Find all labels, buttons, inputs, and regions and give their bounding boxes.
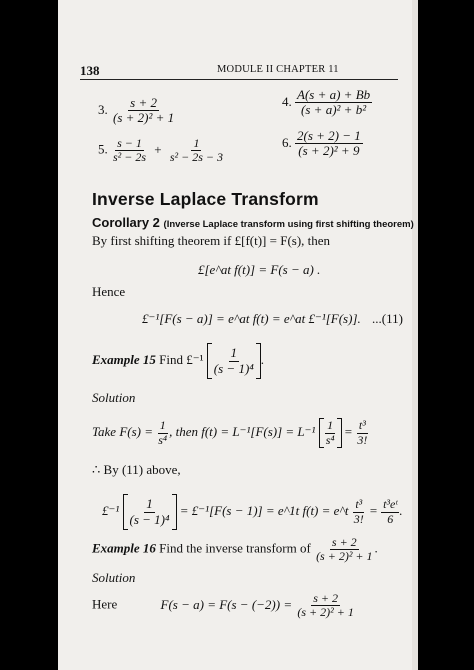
corollary-label: Corollary 2 xyxy=(92,215,160,230)
running-head: MODULE II CHAPTER 11 xyxy=(217,64,339,75)
numerator: t³eᵗ xyxy=(383,497,398,512)
example-16: Example 16 Find the inverse transform of $\frac{s + 2}{\text{(s + 2)² + 1}}$ . xyxy=(92,535,378,564)
here-line xyxy=(92,592,356,619)
solution-heading: Solution xyxy=(92,570,136,585)
here-text: Here xyxy=(92,596,118,612)
final-middle: = £⁻¹[F(s − 1)] = e^1t f(t) = e^t xyxy=(179,502,349,518)
fraction xyxy=(212,346,256,376)
example-label: Example 15 xyxy=(92,351,156,367)
exercise-number: 6. xyxy=(282,134,292,150)
numerator: A(s + a) + Bb xyxy=(297,87,371,102)
fraction xyxy=(381,498,399,525)
numerator: s − 1 xyxy=(117,136,142,150)
corollary-subtitle: (Inverse Laplace transform using first shifting theorem) xyxy=(163,219,414,230)
denominator: (s + 2)² + 1 xyxy=(113,110,175,126)
here-equation: F(s − a) = F(s − (−2)) = xyxy=(160,596,293,612)
page-edge xyxy=(412,0,418,670)
example-label: Example 16 xyxy=(92,540,156,556)
fraction xyxy=(295,88,372,118)
fraction xyxy=(111,96,176,126)
exercise-6 xyxy=(282,129,363,159)
intro-text: By first shifting theorem if £[f(t)] = F(s), then xyxy=(92,233,331,248)
right-bracket xyxy=(256,343,261,379)
numerator: s + 2 xyxy=(313,591,338,605)
denominator: (s − 1)⁴ xyxy=(129,511,170,527)
exercise-number: 5. xyxy=(98,141,108,157)
denominator: s² − 2s − 3 xyxy=(169,150,224,165)
solution-heading: Solution xyxy=(92,390,136,405)
fraction xyxy=(128,497,172,527)
denominator: 3! xyxy=(357,432,368,447)
hence-text: Hence xyxy=(92,284,126,299)
right-bracket xyxy=(172,494,177,530)
denominator: (s + a)² + b² xyxy=(301,102,367,118)
inverse-operator: £⁻¹ xyxy=(102,502,120,518)
numerator: s + 2 xyxy=(130,95,157,110)
equation-number: ...(11) xyxy=(372,311,403,326)
final-equation: £⁻¹ $\frac{1}{\text{(s − 1)⁴}}$ = £⁻¹[F(s − 1)] = e^1t f(t) = e^t $\frac{\text{t³}}{3!}$ = $\frac{\text{t³eᵗ}}{6}$ . xyxy=(102,494,403,530)
denominator: (s + 2)² + 9 xyxy=(298,143,360,159)
by-eleven-line: ∴ By (11) above, xyxy=(92,462,181,477)
fraction xyxy=(324,419,337,446)
denominator: s² − 2s xyxy=(113,150,147,165)
fraction xyxy=(156,419,169,446)
fraction xyxy=(295,129,363,159)
take-text: Take F(s) = xyxy=(92,423,154,439)
numerator: t³ xyxy=(358,418,366,433)
numerator: s + 2 xyxy=(331,535,357,549)
numerator: 1 xyxy=(230,345,238,361)
take-line: Take F(s) = $\frac{1}{\text{s⁴}}$ , then f(t) = L⁻¹[F(s)] = L⁻¹ $\frac{1}{\text{s⁴}}$ = $\frac{\text{t³}}{3!}$ xyxy=(92,418,368,447)
denominator: (s − 1)⁴ xyxy=(213,360,254,376)
exercise-5 xyxy=(98,137,225,164)
denominator: (s + 2)² + 1 xyxy=(316,549,373,564)
then-text: , then f(t) = L⁻¹[F(s)] = L⁻¹ xyxy=(169,423,316,439)
exercise-4 xyxy=(282,88,372,118)
right-bracket xyxy=(337,418,342,448)
page-number: 138 xyxy=(80,63,100,78)
exercise-number: 4. xyxy=(282,93,292,109)
denominator: (s + 2)² + 1 xyxy=(297,605,354,620)
section-title: Inverse Laplace Transform xyxy=(92,189,319,209)
book-page xyxy=(58,0,418,670)
exercise-3 xyxy=(98,96,176,126)
numerator: 1 xyxy=(327,418,334,433)
denominator: s⁴ xyxy=(158,432,168,447)
example-text: Find the inverse transform of xyxy=(159,540,311,556)
example-text: Find £⁻¹ xyxy=(159,351,204,367)
exercise-number: 3. xyxy=(98,101,108,117)
numerator: 1 xyxy=(193,136,200,150)
numerator: 1 xyxy=(159,418,166,433)
fraction xyxy=(355,419,369,446)
fraction xyxy=(314,536,374,563)
shift-equation: £[e^at f(t)] = F(s − a) . xyxy=(198,262,321,277)
fraction xyxy=(111,137,148,164)
denominator: 3! xyxy=(353,511,364,526)
corollary-heading xyxy=(92,215,414,230)
numerator: 1 xyxy=(146,496,153,512)
numerator: t³ xyxy=(355,497,363,512)
fraction xyxy=(168,137,225,164)
page-header xyxy=(80,63,398,80)
result-equation: £⁻¹[F(s − a)] = e^at f(t) = e^at £⁻¹[F(s)]. xyxy=(142,311,361,326)
fraction xyxy=(352,498,366,525)
denominator: 6 xyxy=(387,511,394,526)
example-15: Example 15 Find £⁻¹ $\frac{1}{\text{(s − 1)⁴}}$ . xyxy=(92,343,264,379)
numerator: 2(s + 2) − 1 xyxy=(297,128,361,143)
denominator: s⁴ xyxy=(325,432,335,447)
plus-sign: + xyxy=(154,141,162,157)
fraction xyxy=(295,592,355,619)
